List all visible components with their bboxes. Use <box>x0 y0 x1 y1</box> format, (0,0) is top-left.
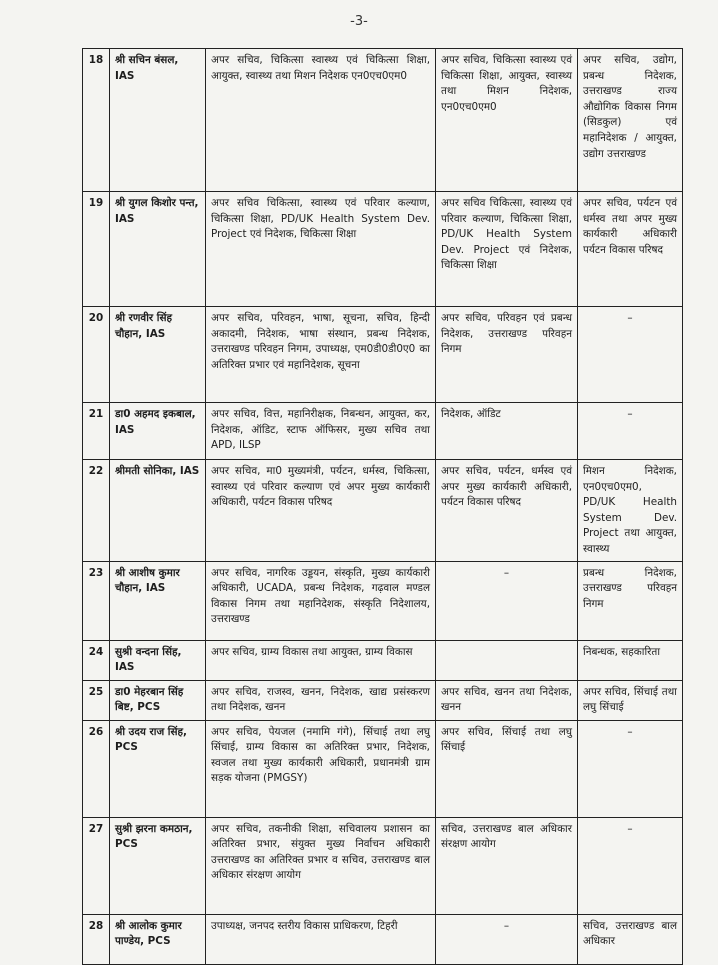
table-row <box>83 640 683 680</box>
serial-number-cell: 19 <box>83 192 110 307</box>
new-posting-cell: अपर सचिव, सिंचाई तथा लघु सिंचाई <box>436 720 578 817</box>
present-posting-cell: अपर सचिव, राजस्व, खनन, निदेशक, खाद्य प्रसंस्करण तथा निदेशक, खनन <box>206 680 436 720</box>
additional-charge-cell: अपर सचिव, उद्योग, प्रबन्ध निदेशक, उत्तराखण्ड राज्य औद्योगिक विकास निगम (सिडकुल) एवं महानिदेशक / आयुक्त, उद्योग उत्तराखण्ड <box>578 49 683 192</box>
present-posting-cell: अपर सचिव, मा0 मुख्यमंत्री, पर्यटन, धर्मस्व, चिकित्सा, स्वास्थ्य एवं परिवार कल्याण एवं अपर मुख्य कार्यकारी अधिकारी, पर्यटन विकास परिषद <box>206 460 436 562</box>
additional-charge-cell: मिशन निदेशक, एन0एच0एम0, PD/UK Health System Dev. Project तथा आयुक्त, स्वास्थ्य <box>578 460 683 562</box>
serial-number-cell: 24 <box>83 640 110 680</box>
additional-charge-cell: – <box>578 720 683 817</box>
serial-number-cell: 27 <box>83 817 110 914</box>
new-posting-cell: अपर सचिव चिकित्सा, स्वास्थ्य एवं परिवार कल्याण, चिकित्सा शिक्षा, PD/UK Health System Dev. Project एवं निदेशक, चिकित्सा शिक्षा <box>436 192 578 307</box>
additional-charge-cell: – <box>578 403 683 460</box>
new-posting-cell: – <box>436 914 578 964</box>
new-posting-cell: अपर सचिव, खनन तथा निदेशक, खनन <box>436 680 578 720</box>
serial-number-cell: 26 <box>83 720 110 817</box>
additional-charge-cell: अपर सचिव, पर्यटन एवं धर्मस्व तथा अपर मुख्य कार्यकारी अधिकारी पर्यटन विकास परिषद <box>578 192 683 307</box>
officer-name-cell: श्रीमती सोनिका, IAS <box>110 460 206 562</box>
present-posting-cell: अपर सचिव, पेयजल (नमामि गंगे), सिंचाई तथा लघु सिंचाई, ग्राम्य विकास का अतिरिक्त प्रभार, निदेशक, स्वजल तथा मुख्य कार्यकारी अधिकारी, प्रधानमंत्री ग्राम सड़क योजना (PMGSY) <box>206 720 436 817</box>
page-number: -3- <box>350 14 368 29</box>
table-row <box>83 817 683 914</box>
serial-number-cell: 23 <box>83 561 110 640</box>
additional-charge-cell: – <box>578 817 683 914</box>
officer-name-cell: सुश्री झरना कमठान, PCS <box>110 817 206 914</box>
additional-charge-cell: सचिव, उत्तराखण्ड बाल अधिकार <box>578 914 683 964</box>
officer-name-cell: श्री रणवीर सिंह चौहान, IAS <box>110 307 206 403</box>
table-row <box>83 403 683 460</box>
serial-number-cell: 21 <box>83 403 110 460</box>
new-posting-cell: अपर सचिव, परिवहन एवं प्रबन्ध निदेशक, उत्तराखण्ड परिवहन निगम <box>436 307 578 403</box>
officer-name-cell: श्री युगल किशोर पन्त, IAS <box>110 192 206 307</box>
officer-transfer-table <box>82 48 683 965</box>
serial-number-cell: 25 <box>83 680 110 720</box>
new-posting-cell: – <box>436 561 578 640</box>
serial-number-cell: 18 <box>83 49 110 192</box>
additional-charge-cell: निबन्धक, सहकारिता <box>578 640 683 680</box>
serial-number-cell: 28 <box>83 914 110 964</box>
officer-name-cell: सुश्री वन्दना सिंह, IAS <box>110 640 206 680</box>
serial-number-cell: 20 <box>83 307 110 403</box>
present-posting-cell: अपर सचिव चिकित्सा, स्वास्थ्य एवं परिवार कल्याण, चिकित्सा शिक्षा, PD/UK Health System Dev. Project एवं निदेशक, चिकित्सा शिक्षा <box>206 192 436 307</box>
officer-name-cell: श्री उदय राज सिंह, PCS <box>110 720 206 817</box>
additional-charge-cell: प्रबन्ध निदेशक, उत्तराखण्ड परिवहन निगम <box>578 561 683 640</box>
present-posting-cell: उपाध्यक्ष, जनपद स्तरीय विकास प्राधिकरण, टिहरी <box>206 914 436 964</box>
table-row <box>83 307 683 403</box>
new-posting-cell <box>436 640 578 680</box>
officer-name-cell: डा0 अहमद इकबाल, IAS <box>110 403 206 460</box>
table-row <box>83 914 683 964</box>
present-posting-cell: अपर सचिव, चिकित्सा स्वास्थ्य एवं चिकित्सा शिक्षा, आयुक्त, स्वास्थ्य तथा मिशन निदेशक एन0एच0एम0 <box>206 49 436 192</box>
table-row <box>83 720 683 817</box>
table-row <box>83 561 683 640</box>
new-posting-cell: निदेशक, ऑडिट <box>436 403 578 460</box>
officer-name-cell: श्री आलोक कुमार पाण्डेय, PCS <box>110 914 206 964</box>
present-posting-cell: अपर सचिव, तकनीकी शिक्षा, सचिवालय प्रशासन का अतिरिक्त प्रभार, संयुक्त मुख्य निर्वाचन अधिकारी उत्तराखण्ड का अतिरिक्त प्रभार व सचिव, उत्तराखण्ड बाल अधिकार संरक्षण आयोग <box>206 817 436 914</box>
table-row <box>83 460 683 562</box>
additional-charge-cell: अपर सचिव, सिंचाई तथा लघु सिंचाई <box>578 680 683 720</box>
present-posting-cell: अपर सचिव, नागरिक उड्डयन, संस्कृति, मुख्य कार्यकारी अधिकारी, UCADA, प्रबन्ध निदेशक, गढ़वाल मण्डल विकास निगम तथा महानिदेशक, संस्कृति निदेशालय, उत्तराखण्ड <box>206 561 436 640</box>
new-posting-cell: सचिव, उत्तराखण्ड बाल अधिकार संरक्षण आयोग <box>436 817 578 914</box>
additional-charge-cell: – <box>578 307 683 403</box>
table-row <box>83 192 683 307</box>
serial-number-cell: 22 <box>83 460 110 562</box>
present-posting-cell: अपर सचिव, वित्त, महानिरीक्षक, निबन्धन, आयुक्त, कर, निदेशक, ऑडिट, स्टाफ ऑफिसर, मुख्य सचिव तथा APD, ILSP <box>206 403 436 460</box>
new-posting-cell: अपर सचिव, पर्यटन, धर्मस्व एवं अपर मुख्य कार्यकारी अधिकारी, पर्यटन विकास परिषद <box>436 460 578 562</box>
table-row <box>83 680 683 720</box>
new-posting-cell: अपर सचिव, चिकित्सा स्वास्थ्य एवं चिकित्सा शिक्षा, आयुक्त, स्वास्थ्य तथा मिशन निदेशक, एन0एच0एम0 <box>436 49 578 192</box>
present-posting-cell: अपर सचिव, ग्राम्य विकास तथा आयुक्त, ग्राम्य विकास <box>206 640 436 680</box>
officer-name-cell: श्री सचिन बंसल, IAS <box>110 49 206 192</box>
table-row <box>83 49 683 192</box>
officer-name-cell: डा0 मेहरबान सिंह बिष्ट, PCS <box>110 680 206 720</box>
officer-name-cell: श्री आशीष कुमार चौहान, IAS <box>110 561 206 640</box>
present-posting-cell: अपर सचिव, परिवहन, भाषा, सूचना, सचिव, हिन्दी अकादमी, निदेशक, भाषा संस्थान, प्रबन्ध निदेशक, उत्तराखण्ड परिवहन निगम, उपाध्यक्ष, एम0डी0डी0ए0 का अतिरिक्त प्रभार एवं महानिदेशक, सूचना <box>206 307 436 403</box>
